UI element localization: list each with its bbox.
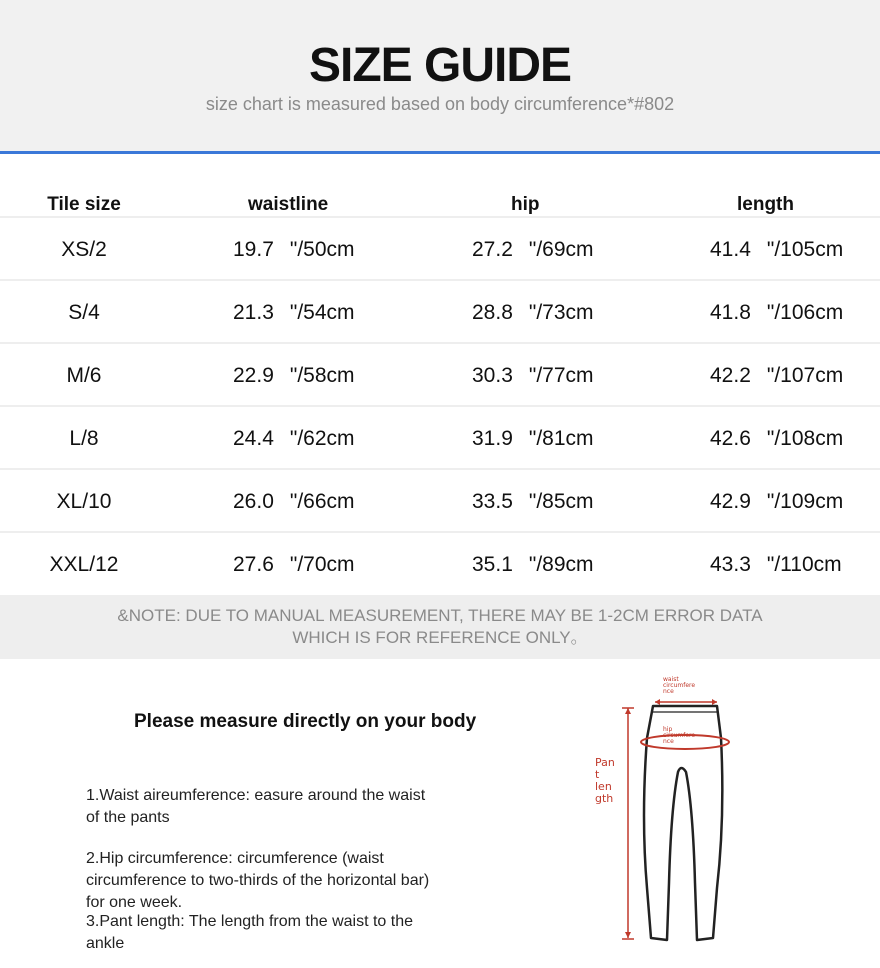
- hip-cm: "/69cm: [528, 238, 594, 261]
- size-table: [0, 178, 880, 596]
- waist-cm: "/66cm: [289, 490, 355, 513]
- table-header: [0, 178, 880, 218]
- page-header: [0, 0, 880, 154]
- size-cell: XS/2: [61, 238, 107, 261]
- length-label-line: t: [595, 768, 600, 781]
- hip-inch: 27.2: [472, 238, 513, 261]
- waist-label-line: circumfere: [663, 682, 696, 689]
- length-cm: "/105cm: [766, 238, 844, 261]
- column-header-length: length: [737, 194, 794, 215]
- hip-cm: "/77cm: [528, 364, 594, 387]
- table-row: [0, 533, 880, 596]
- hip-inch: 35.1: [472, 553, 513, 576]
- waist-arrow-head: [655, 699, 660, 705]
- waist-cell: [233, 364, 355, 388]
- table-row: [0, 470, 880, 533]
- hip-inch: 31.9: [472, 427, 513, 450]
- hip-cm: "/73cm: [528, 301, 594, 324]
- hip-label-line: nce: [663, 738, 674, 745]
- waist-label-line: nce: [663, 688, 674, 695]
- hip-cell: [472, 427, 594, 451]
- length-cell: [710, 553, 842, 577]
- size-cell: XXL/12: [49, 553, 119, 576]
- hip-cell: [472, 364, 594, 388]
- waist-cm: "/50cm: [289, 238, 355, 261]
- waist-inch: 19.7: [233, 238, 274, 261]
- size-cell: XL/10: [56, 490, 112, 513]
- waist-inch: 24.4: [233, 427, 274, 450]
- length-cell: [710, 427, 843, 451]
- table-row: [0, 344, 880, 407]
- size-cell: L/8: [69, 427, 99, 450]
- length-cm: "/110cm: [766, 553, 842, 576]
- instructions-title: Please measure directly on your body: [134, 711, 477, 732]
- instruction-length: 3.Pant length: The length from the waist to the ankle: [86, 913, 414, 952]
- hip-cell: [472, 301, 594, 325]
- length-label-line: len: [595, 780, 612, 793]
- waist-cm: "/58cm: [289, 364, 355, 387]
- pants-outline: [644, 706, 722, 940]
- pants-measurement-icon: [585, 668, 745, 958]
- length-inch: 42.9: [710, 490, 751, 513]
- hip-cell: [472, 238, 594, 262]
- waist-cm: "/62cm: [289, 427, 355, 450]
- length-inch: 43.3: [710, 553, 751, 576]
- hip-inch: 33.5: [472, 490, 513, 513]
- length-cell: [710, 364, 843, 388]
- waist-inch: 22.9: [233, 364, 274, 387]
- note-line-1: &NOTE: DUE TO MANUAL MEASUREMENT, THERE MAY BE 1-2CM ERROR DATA: [117, 606, 763, 625]
- length-cm: "/109cm: [766, 490, 844, 513]
- waist-cell: [233, 427, 355, 451]
- hip-cell: [472, 553, 594, 577]
- length-arrow-head: [625, 932, 631, 938]
- length-cell: [710, 238, 843, 262]
- page-subtitle: size chart is measured based on body circumference*#802: [205, 94, 675, 114]
- length-label-line: gth: [595, 792, 614, 805]
- hip-inch: 30.3: [472, 364, 513, 387]
- hip-inch: 28.8: [472, 301, 513, 324]
- length-inch: 41.4: [710, 238, 751, 261]
- table-row: [0, 407, 880, 470]
- length-cm: "/108cm: [766, 427, 844, 450]
- hip-cm: "/89cm: [528, 553, 594, 576]
- waist-arrow-head: [712, 699, 717, 705]
- size-cell: S/4: [68, 301, 100, 324]
- length-cm: "/106cm: [766, 301, 844, 324]
- length-inch: 42.2: [710, 364, 751, 387]
- measurement-note: [0, 595, 880, 659]
- column-header-waistline: waistline: [248, 194, 329, 215]
- length-cell: [710, 490, 843, 514]
- waist-cell: [233, 490, 355, 514]
- waist-cell: [233, 553, 355, 577]
- hip-cm: "/81cm: [528, 427, 594, 450]
- hip-label-line: circumfere: [663, 732, 696, 739]
- hip-cell: [472, 490, 594, 514]
- waist-label-line: waist: [663, 676, 679, 683]
- length-label-line: Pan: [595, 756, 615, 769]
- table-row: [0, 218, 880, 281]
- size-cell: M/6: [66, 364, 102, 387]
- page-title: SIZE GUIDE: [308, 39, 572, 92]
- note-line-2: WHICH IS FOR REFERENCE ONLY。: [292, 628, 588, 647]
- hip-label-line: hip: [663, 726, 673, 733]
- waist-cm: "/54cm: [289, 301, 355, 324]
- length-inch: 42.6: [710, 427, 751, 450]
- length-cm: "/107cm: [766, 364, 844, 387]
- hip-cm: "/85cm: [528, 490, 594, 513]
- waist-cm: "/70cm: [289, 553, 355, 576]
- instruction-waist: 1.Waist aireumference: easure around the waist of the pants: [86, 787, 426, 826]
- length-cell: [710, 301, 843, 325]
- table-row: [0, 281, 880, 344]
- waist-cell: [233, 238, 355, 262]
- waist-inch: 26.0: [233, 490, 274, 513]
- instruction-hip: 2.Hip circumference: circumference (waist circumference to two-thirds of the horizontal bar) for one week.: [86, 850, 430, 911]
- waist-cell: [233, 301, 355, 325]
- column-header-size: Tile size: [47, 194, 121, 215]
- column-header-hip: hip: [511, 194, 540, 215]
- waist-inch: 21.3: [233, 301, 274, 324]
- length-inch: 41.8: [710, 301, 751, 324]
- length-arrow-head: [625, 708, 631, 714]
- waist-inch: 27.6: [233, 553, 274, 576]
